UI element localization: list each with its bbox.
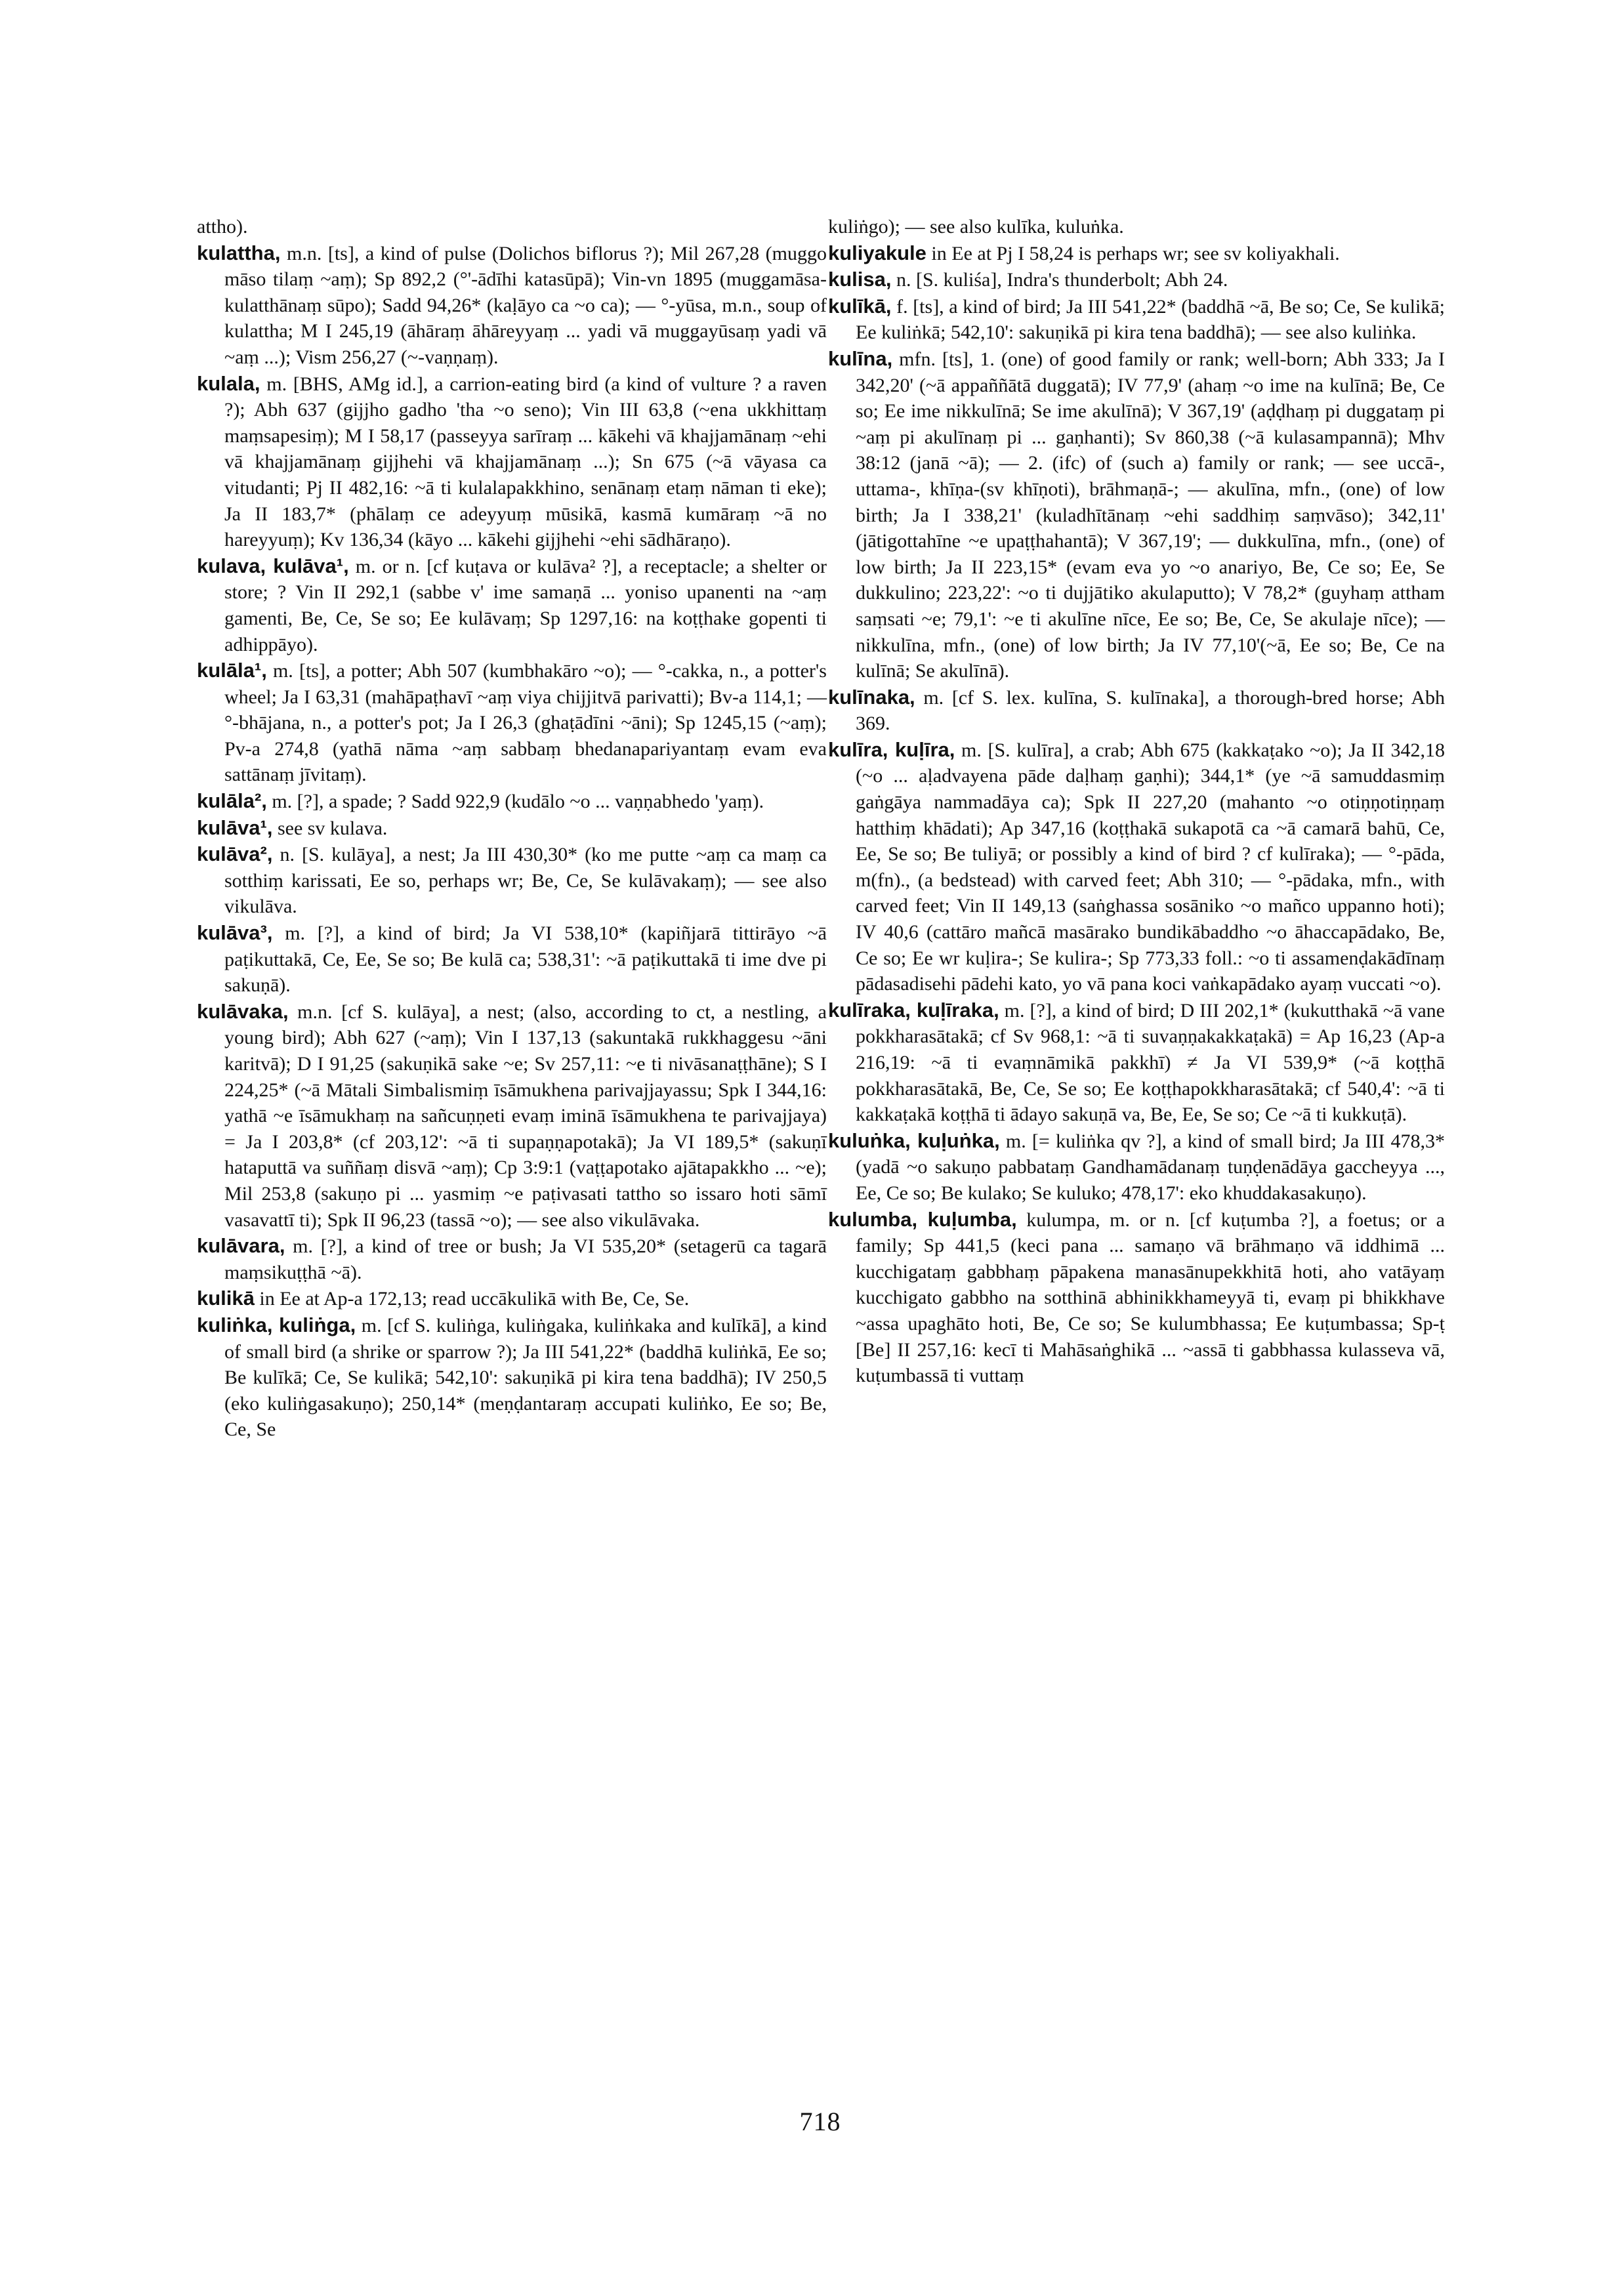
dictionary-entry — [197, 841, 827, 920]
dictionary-entry — [197, 815, 827, 842]
entry-text: n. [S. kulāya], a nest; Ja III 430,30* (ko me putte ~aṃ ca maṃ ca sotthiṃ karissati, Ee so, perhaps wr; Be, Ce, Se kulāvakaṃ); — see also vikulāva. — [224, 844, 827, 918]
headword: kulāva¹, — [197, 816, 273, 839]
headword: kulava, kulāva¹, — [197, 554, 349, 577]
dictionary-entry — [197, 920, 827, 999]
entry-text: m. [ts], a potter; Abh 507 (kumbhakāro ~o); — °-cakka, n., a potter's wheel; Ja I 63,31 (mahāpaṭhavī ~aṃ viya chijjitvā parivatti); Bv-a 114,1; — °-bhājana, n., a potter's pot; Ja I 26,3 (ghaṭādīni ~āni); Sp 1245,15 (~aṃ); Pv-a 274,8 (yathā nāma ~aṃ sabbaṃ bhedanapariyantaṃ evam eva sattānaṃ jīvitaṃ). — [224, 660, 827, 786]
entry-text: m. or n. [cf kuṭava or kulāva² ?], a receptacle; a shelter or store; ? Vin II 292,1 (sabbe v' ime samaṇā ... yoniso upanenti na ~aṃ gamenti, Be, Ce, Se so; Ee kulāvaṃ; Sp 1297,16: na koṭṭhake gopenti ti adhippāyo). — [224, 555, 827, 655]
entry-text: m.n. [cf S. kulāya], a nest; (also, according to ct, a nestling, a young bird); Abh 627 (~aṃ); Vin I 137,13 (sakuntakā rukkhaggesu ~āni karitvā); D I 91,25 (sakuṇikā sake ~e; Sv 257,11: ~e ti nivāsanaṭṭhāne); S I 224,25* (~ā Mātali Simbalismiṃ īsāmukhena parivajjayassu; Spk I 344,16: yathā ~e īsāmukhaṃ na sañcuṇṇeti evaṃ iminā īsāmukhena te parivajjaya) = Ja I 203,8* (cf 203,12': ~ā ti supaṇṇapotakā); Ja VI 189,5* (sakuṇī hataputtā va suññaṃ disvā ~aṃ); Cp 3:9:1 (vaṭṭapotako ajātapakkho ... ~e); Mil 253,8 (sakuṇo pi ... yasmiṃ ~e paṭivasati tattho so issaro hoti sāmī vasavattī ti); Spk II 96,23 (tassā ~o); — see also vikulāvaka. — [224, 1001, 827, 1231]
entry-text: kulumpa, m. or n. [cf kuṭumba ?], a foetus; or a family; Sp 441,5 (keci pana ... samaṇo vā brāhmaṇo vā iddhimā ... kucchigataṃ gabbhaṃ pāpakena manasānupekkhitā hoti, aho vatāyaṃ kucchigato gabbho na sotthinā abhinikkhameyyā ti, evaṃ pi bhikkhave ~assa upaghāto hoti, Be, Ce so; Se kulumbhassa; Ee kuṭumbassa; Sp-ṭ [Be] II 257,16: kecī ti Mahāsaṅghikā ... ~assā ti gabbhassa kulasseva vā, kuṭumbassā ti vuttaṃ — [856, 1209, 1445, 1387]
headword: kulāvara, — [197, 1234, 285, 1258]
dictionary-entry — [828, 213, 1445, 240]
page-number: 718 — [799, 2107, 841, 2136]
headword: kulīraka, kuḷīraka, — [828, 998, 999, 1022]
entry-text: n. [S. kuliśa], Indra's thunderbolt; Abh 24. — [891, 269, 1228, 291]
entry-text: in Ee at Ap-a 172,13; read uccākulikā with Be, Ce, Se. — [254, 1288, 690, 1310]
left-column — [197, 213, 827, 1443]
entry-text: m. [S. kulīra], a crab; Abh 675 (kakkaṭako ~o); Ja II 342,18 (~o ... aḷadvayena pāde daḷhaṃ gaṇhi); 344,1* (ye ~ā samuddasmiṃ gaṅgāya nammadāya ca); Spk II 227,20 (mahanto ~o otiṇṇotiṇṇaṃ hatthiṃ khādati); Ap 347,16 (koṭṭhakā sukapotā ca ~ā camarā bahū, Ce, Ee, Se so; Be tuliyā; or possibly a kind of bird ? cf kulīraka); — °-pāda, m(fn)., (a bedstead) with carved feet; Abh 310; — °-pādaka, mfn., with carved feet; Vin II 149,13 (saṅghassa sosāniko ~o mañco uppanno hoti); IV 40,6 (cattāro mañcā masārako bundikābaddho ~o āhaccapādako, Be, Ce so; Ee wr kuḷira-; Se kulira-; Sp 773,33 foll.: ~o ti assamenḍakādīnaṃ pādasadisehi pādehi kato, yo vā pana koci vaṅkapādako ayaṃ vuccati ~o). — [856, 739, 1445, 995]
headword: kulala, — [197, 371, 260, 395]
dictionary-entry — [828, 737, 1445, 997]
headword: kulīnaka, — [828, 685, 915, 709]
dictionary-entry — [828, 997, 1445, 1128]
headword: kulāva², — [197, 842, 273, 866]
dictionary-entry — [828, 293, 1445, 346]
headword: kuluṅka, kuḷuṅka, — [828, 1128, 1000, 1152]
dictionary-entry — [197, 553, 827, 657]
dictionary-entry — [828, 346, 1445, 684]
entry-text: m. [?], a spade; ? Sadd 922,9 (kudālo ~o ... vaṇṇabhedo 'yaṃ). — [266, 791, 764, 813]
headword: kulāla¹, — [197, 659, 267, 682]
headword: kulikā — [197, 1287, 255, 1310]
right-column — [828, 213, 1445, 1389]
headword: kuliyakule — [828, 241, 927, 264]
dictionary-entry — [828, 1207, 1445, 1389]
dictionary-entry — [197, 999, 827, 1233]
headword: kulumba, kuḷumba, — [828, 1207, 1017, 1231]
dictionary-entry — [828, 1128, 1445, 1207]
headword: kulāva³, — [197, 921, 273, 945]
entry-text: m. [?], a kind of tree or bush; Ja VI 535,20* (setagerū ca tagarā maṃsikuṭṭhā ~ā). — [224, 1235, 827, 1283]
dictionary-entry — [828, 240, 1445, 267]
dictionary-entry — [197, 213, 827, 240]
dictionary-entry — [197, 371, 827, 553]
entry-text: m. [= kuliṅka qv ?], a kind of small bird; Ja III 478,3* (yadā ~o sakuṇo pabbataṃ Gandhamādanaṃ tuṇḍenādāya gaccheyya ..., Ee, Ce so; Be kulako; Se kuluko; 478,17': eko khuddakasakuṇo). — [856, 1130, 1446, 1204]
dictionary-entry — [197, 1233, 827, 1285]
entry-text: m.n. [ts], a kind of pulse (Dolichos biflorus ?); Mil 267,28 (muggo māso tilaṃ ~aṃ); Sp 892,2 (°'-ādīhi katasūpā); Vin-vn 1895 (muggamāsa-kulatthānaṃ sūpo); Sadd 94,26* (kaḷāyo ca ~o ca); — °-yūsa, m.n., soup of kulattha; M I 245,19 (āhāraṃ āhāreyyaṃ ... yadi vā muggayūsaṃ yadi vā ~aṃ ...); Vism 256,27 (~-vaṇṇaṃ). — [224, 242, 827, 368]
headword: kulīkā, — [828, 294, 892, 318]
headword: kulāvaka, — [197, 999, 289, 1023]
entry-text: m. [?], a kind of bird; Ja VI 538,10* (kapiñjarā tittirāyo ~ā paṭikuttakā, Ce, Ee, Se so; Be kulā ca; 538,31': ~ā paṭikuttakā ti ime dve pi sakuṇā). — [224, 922, 827, 997]
entry-text: attho). — [197, 216, 248, 238]
dictionary-entry — [197, 240, 827, 371]
entry-text: mfn. [ts], 1. (one) of good family or rank; well-born; Abh 333; Ja I 342,20' (~ā appaññātā duggatā); IV 77,9' (ahaṃ ~o ime na kulīnā; Be, Ce so; Ee ime nikkulīnā; Se ime akulīnā); V 367,19' (aḍḍhaṃ pi duggataṃ pi ~aṃ pi akulīnaṃ pi ... gaṇhanti); Sv 860,38 (~ā kulasampannā); Mhv 38:12 (janā ~ā); — 2. (ifc) of (such a) family or rank; — see uccā-, uttama-, khīṇa-(sv khīṇoti), brāhmaṇā-; — akulīna, mfn., (one) of low birth; Ja I 338,21' (kuladhītānaṃ ~ehi saddhiṃ saṃvāso); 342,11' (jātigottahīne ~e upaṭṭhahantā); V 367,19'; — dukkulīna, mfn., (one) of low birth; Ja II 223,15* (evam eva yo ~o anariyo, Be, Ce so; Ee, Se dukkulino; 223,22': ~o ti dujjātiko akulaputto); V 78,2* (guyhaṃ attham saṃsati ~e; 79,1': ~e ti akulīne nīce, Ee so; Be, Ce, Se akulaje nīce); — nikkulīna, mfn., (one) of low birth; Ja IV 77,10'(~ā, Ee so; Be, Ce na kulīnā; Se akulīnā). — [856, 348, 1445, 682]
dictionary-entry — [828, 684, 1445, 737]
headword: kulīna, — [828, 346, 893, 370]
entry-text: f. [ts], a kind of bird; Ja III 541,22* (baddhā ~ā, Be so; Ce, Se kulikā; Ee kuliṅkā; 542,10': sakuṇikā pi kira tena baddhā); — see also kuliṅka. — [856, 295, 1445, 344]
entry-text: kuliṅgo); — see also kulīka, kuluṅka. — [828, 216, 1124, 238]
headword: kuliṅka, kuliṅga, — [197, 1313, 356, 1336]
headword: kulāla², — [197, 789, 267, 813]
dictionary-entry — [828, 266, 1445, 293]
entry-text: m. [cf S. kuliṅga, kuliṅgaka, kuliṅkaka and kulīkā], a kind of small bird (a shrike or sparrow ?); Ja III 541,22* (baddhā kuliṅkā, Ee so; Be kulīkā; Ce, Se kulikā; 542,10': sakuṇikā pi kira tena baddhā); IV 250,5 (eko kuliṅgasakuṇo); 250,14* (meṇḍantaraṃ accupati kuliṅko, Ee so; Be, Ce, Se — [224, 1314, 827, 1441]
headword: kulattha, — [197, 241, 281, 264]
entry-text: in Ee at Pj I 58,24 is perhaps wr; see sv koliyakhali. — [926, 242, 1340, 264]
dictionary-entry — [197, 788, 827, 815]
dictionary-entry — [197, 1312, 827, 1443]
entry-text: see sv kulava. — [272, 817, 388, 839]
entry-text: m. [cf S. lex. kulīna, S. kulīnaka], a thorough-bred horse; Abh 369. — [856, 686, 1445, 735]
headword: kulīra, kuḷīra, — [828, 737, 955, 761]
dictionary-entry — [197, 657, 827, 788]
headword: kulisa, — [828, 268, 892, 291]
entry-text: m. [BHS, AMg id.], a carrion-eating bird (a kind of vulture ? a raven ?); Abh 637 (gijjho gadho 'tha ~o seno); Vin III 63,8 (~ena ukkhittaṃ maṃsapesiṃ); M I 58,17 (passeyya sarīraṃ ... kākehi vā khajjamānaṃ ~ehi vā khajjamānaṃ gijjhehi vā khajjamānaṃ ...); Sn 675 (~ā vāyasa ca vitudanti; Pj II 482,16: ~ā ti kulalapakkhino, senānaṃ etaṃ nāman ti eke); Ja II 183,7* (phālaṃ ce adeyyuṃ mūsikā, kasmā kumāraṃ ~ā no hareyyuṃ); Kv 136,34 (kāyo ... kākehi gijjhehi ~ehi sādhāraṇo). — [224, 373, 827, 551]
entry-text: m. [?], a kind of bird; D III 202,1* (kukutthakā ~ā vane pokkharasātakā; cf Sv 968,1: ~ā ti suvaṇṇakakkaṭakā) = Ap 16,23 (Ap-a 216,19: ~ā ti evaṃnāmikā pakkhī) ≠ Ja VI 539,9* (~ā koṭṭhā pokkharasātakā, Be, Ce, Se so; Ee koṭṭhapokkharasātakā; cf 540,4': ~ā ti kakkaṭakā koṭṭhā ti ādayo sakuṇā va, Be, Ee, Se so; Ce ~ā ti kukkuṭā). — [856, 999, 1445, 1126]
dictionary-entry — [197, 1285, 827, 1312]
